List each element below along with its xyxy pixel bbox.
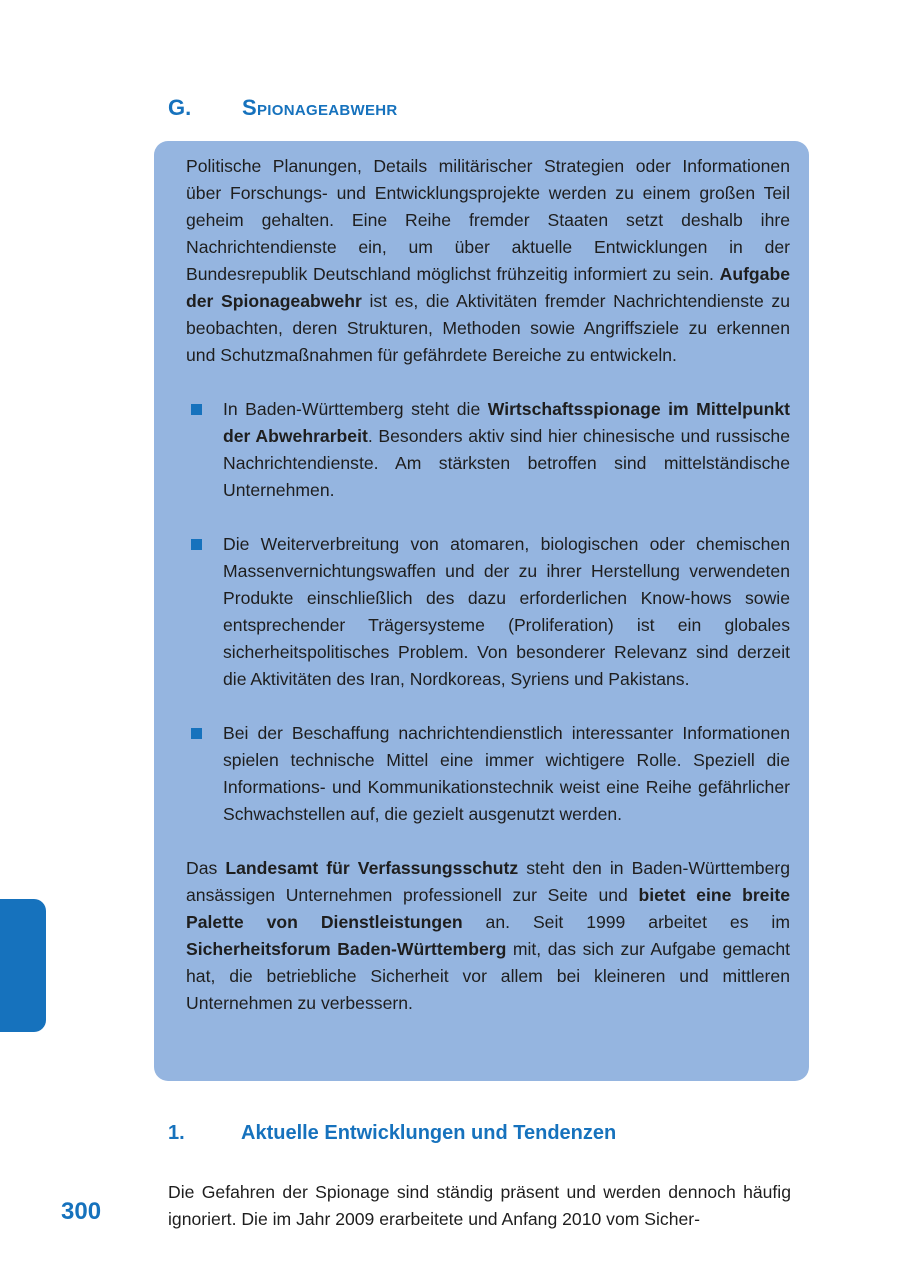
- bullet-text: Die Weiterverbreitung von atomaren, biologischen oder chemischen Massenvernichtungswaffen und der zu ihrer Herstellung verwendeten Produkte einschließlich des dazu erforderlichen Know-hows sowie entsprechender Trägersysteme (Proliferation) ist ein globales sicherheitspolitisches Problem. Von besonderer Relevanz sind derzeit die Aktivitäten des Iran, Nordkoreas, Syriens und Pakistans.: [223, 534, 790, 689]
- closing-bold-text: bietet eine breite Palette von Dienstleistungen: [186, 885, 790, 932]
- page-number: 300: [61, 1198, 102, 1225]
- chapter-side-tab: [0, 899, 46, 1032]
- chapter-number: G.: [168, 95, 192, 120]
- bullet-text: In Baden-Württemberg steht die: [223, 399, 488, 419]
- section-heading: [168, 1122, 616, 1145]
- bullet-text: Bei der Beschaffung nachrichtendienstlich interessanter Informationen spielen technische Mittel eine immer wichtigere Rolle. Speziell die Informations- und Kommunikationstechnik weist eine Reihe gefährlicher Schwachstellen auf, die gezielt ausgenutzt werden.: [223, 723, 790, 824]
- intro-text-2: ist es, die Aktivitäten fremder Nachrichtendienste zu beobachten, deren Strukturen, Methoden sowie Angriffsziele zu erkennen und Schutzmaßnahmen für gefährdete Bereiche zu entwickeln.: [186, 291, 791, 365]
- closing-bold-text: Landesamt für Verfassungsschutz: [225, 858, 519, 878]
- chapter-title: Spionageabwehr: [242, 95, 398, 120]
- closing-text: Das: [186, 858, 226, 878]
- section-number: 1.: [168, 1122, 185, 1144]
- square-bullet-icon: [191, 728, 202, 739]
- square-bullet-icon: [191, 404, 202, 415]
- square-bullet-icon: [191, 539, 202, 550]
- intro-bold-1: Aufgabe der Spionageabwehr: [186, 264, 790, 311]
- intro-paragraph: [186, 153, 790, 369]
- closing-paragraph: [186, 855, 790, 1017]
- bullet-list: [186, 396, 790, 828]
- bullet-item: [186, 531, 790, 693]
- bullet-item: [186, 720, 790, 828]
- body-paragraph: Die Gefahren der Spionage sind ständig präsent und werden dennoch häufig ignoriert. Die im Jahr 2009 erarbeitete und Anfang 2010 vom Sicher-: [168, 1182, 791, 1229]
- summary-box: [154, 141, 809, 1081]
- bullet-item: [186, 396, 790, 504]
- chapter-heading: [168, 95, 398, 121]
- section-title: Aktuelle Entwicklungen und Tendenzen: [241, 1122, 617, 1144]
- closing-bold-text: Sicherheitsforum Baden-Württemberg: [186, 939, 507, 959]
- closing-text: mit, das sich zur Aufgabe gemacht hat, die betriebliche Sicherheit vor allem bei kleineren und mittleren Unternehmen zu verbessern.: [186, 939, 790, 1013]
- intro-text-1: Politische Planungen, Details militärischer Strategien oder Informationen über Forschungs- und Entwicklungsprojekte werden zu einem großen Teil geheim gehalten. Eine Reihe fremder Staaten setzt deshalb ihre Nachrichtendienste ein, um über aktuelle Entwicklungen in der Bundesrepublik Deutschland möglichst frühzeitig informiert zu sein.: [186, 156, 790, 284]
- bullet-text: . Besonders aktiv sind hier chinesische und russische Nachrichtendienste. Am stärksten betroffen sind mittelständische Unternehmen.: [223, 426, 790, 500]
- bullet-bold-text: Wirtschaftsspionage im Mittelpunkt der Abwehrarbeit: [223, 399, 790, 446]
- closing-text: steht den in Baden-Württemberg ansässigen Unternehmen professionell zur Seite und: [186, 858, 791, 905]
- closing-text: an. Seit 1999 arbeitet es im: [462, 912, 790, 932]
